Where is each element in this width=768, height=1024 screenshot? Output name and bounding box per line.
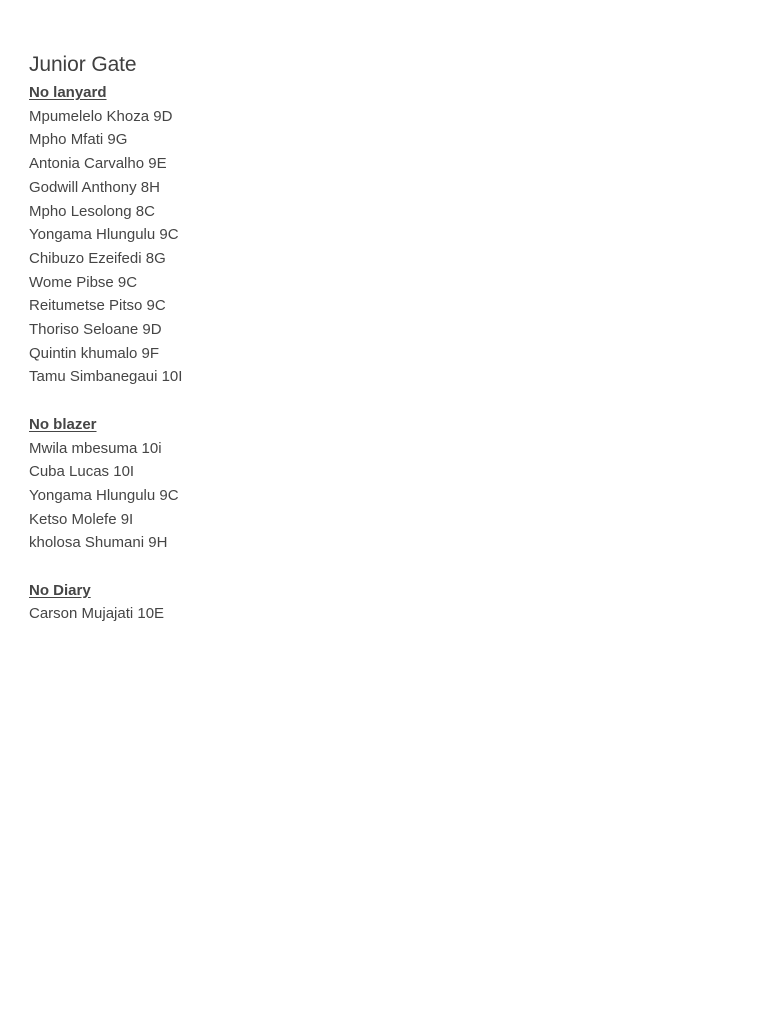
list-item[interactable]: Tamu Simbanegaui 10I	[29, 368, 183, 386]
list-item[interactable]: Yongama Hlungulu 9C	[29, 486, 179, 504]
student-list	[29, 437, 729, 556]
list-item[interactable]: Wome Pibse 9C	[29, 273, 138, 291]
list-item[interactable]: kholosa Shumani 9H	[29, 534, 168, 552]
list-item[interactable]: Mpho Lesolong 8C	[29, 202, 155, 220]
list-item[interactable]: Yongama Hlungulu 9C	[29, 226, 179, 244]
list-item[interactable]: Cuba Lucas 10I	[29, 463, 135, 481]
section-no-diary	[29, 579, 729, 626]
list-item[interactable]: Reitumetse Pitso 9C	[29, 297, 166, 315]
list-item[interactable]: Chibuzo Ezeifedi 8G	[29, 249, 166, 267]
note-title[interactable]: Junior Gate	[29, 53, 137, 76]
list-item[interactable]: Mwila mbesuma 10i	[29, 439, 162, 457]
list-item[interactable]: Thoriso Seloane 9D	[29, 321, 162, 339]
list-item[interactable]: Mpumelelo Khoza 9D	[29, 107, 173, 125]
note-body[interactable]	[29, 51, 729, 626]
list-item[interactable]: Ketso Molefe 9I	[29, 510, 134, 528]
list-item[interactable]: Mpho Mfati 9G	[29, 131, 128, 149]
section-no-lanyard	[29, 81, 729, 389]
section-heading[interactable]: No Diary	[29, 581, 91, 599]
list-item[interactable]: Quintin khumalo 9F	[29, 344, 160, 362]
list-item[interactable]: Carson Mujajati 10E	[29, 605, 165, 623]
section-heading[interactable]: No blazer	[29, 415, 97, 433]
section-no-blazer	[29, 413, 729, 555]
student-list	[29, 602, 729, 626]
section-heading[interactable]: No lanyard	[29, 84, 107, 101]
student-list	[29, 105, 729, 389]
list-item[interactable]: Godwill Anthony 8H	[29, 178, 160, 196]
list-item[interactable]: Antonia Carvalho 9E	[29, 155, 167, 173]
